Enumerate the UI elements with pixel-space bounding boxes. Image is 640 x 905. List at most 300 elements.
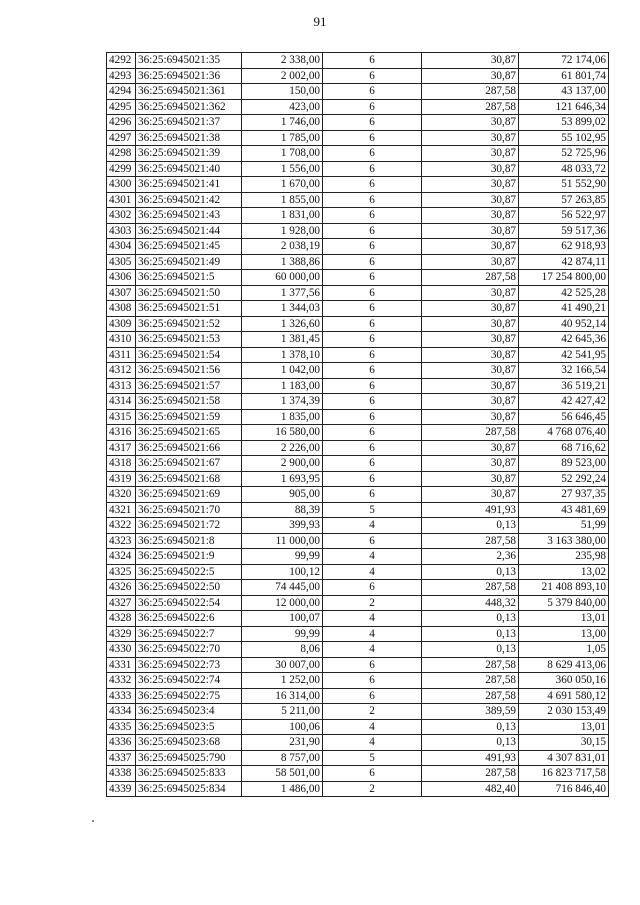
category-cell: 6 (323, 347, 422, 363)
table-row (107, 332, 609, 348)
row-number: 4302 (107, 208, 136, 224)
table-row (107, 425, 609, 441)
rate-cell: 30,87 (422, 471, 519, 487)
value-cell: 360 050,16 (519, 673, 609, 689)
row-number: 4316 (107, 425, 136, 441)
row-number: 4322 (107, 518, 136, 534)
table-row (107, 409, 609, 425)
row-number: 4299 (107, 161, 136, 177)
cadastral-number: 36:25:6945021:45 (136, 239, 242, 255)
cadastral-number: 36:25:6945021:42 (136, 192, 242, 208)
area-cell: 231,90 (242, 735, 323, 751)
category-cell: 2 (323, 781, 422, 797)
area-cell: 100,12 (242, 564, 323, 580)
value-cell: 2 030 153,49 (519, 704, 609, 720)
category-cell: 6 (323, 301, 422, 317)
rate-cell: 30,87 (422, 53, 519, 69)
row-number: 4334 (107, 704, 136, 720)
rate-cell: 287,58 (422, 425, 519, 441)
row-number: 4332 (107, 673, 136, 689)
value-cell: 32 166,54 (519, 363, 609, 379)
cadastral-number: 36:25:6945022:74 (136, 673, 242, 689)
cadastral-number: 36:25:6945021:58 (136, 394, 242, 410)
table-row (107, 518, 609, 534)
table-row (107, 115, 609, 131)
cadastral-number: 36:25:6945021:68 (136, 471, 242, 487)
category-cell: 4 (323, 518, 422, 534)
row-number: 4296 (107, 115, 136, 131)
table-row (107, 580, 609, 596)
cadastral-number: 36:25:6945022:54 (136, 595, 242, 611)
category-cell: 6 (323, 363, 422, 379)
cadastral-number: 36:25:6945021:53 (136, 332, 242, 348)
rate-cell: 30,87 (422, 208, 519, 224)
area-cell: 8,06 (242, 642, 323, 658)
table-row (107, 84, 609, 100)
cadastral-number: 36:25:6945021:38 (136, 130, 242, 146)
category-cell: 6 (323, 425, 422, 441)
area-cell: 58 501,00 (242, 766, 323, 782)
cadastral-number: 36:25:6945021:49 (136, 254, 242, 270)
table-row (107, 456, 609, 472)
area-cell: 5 211,00 (242, 704, 323, 720)
table-row (107, 223, 609, 239)
category-cell: 4 (323, 735, 422, 751)
rate-cell: 0,13 (422, 626, 519, 642)
cadastral-number: 36:25:6945021:43 (136, 208, 242, 224)
value-cell: 43 137,00 (519, 84, 609, 100)
rate-cell: 287,58 (422, 270, 519, 286)
category-cell: 6 (323, 84, 422, 100)
area-cell: 11 000,00 (242, 533, 323, 549)
rate-cell: 0,13 (422, 719, 519, 735)
category-cell: 6 (323, 688, 422, 704)
row-number: 4339 (107, 781, 136, 797)
table-row (107, 626, 609, 642)
category-cell: 6 (323, 130, 422, 146)
table-row (107, 301, 609, 317)
row-number: 4323 (107, 533, 136, 549)
row-number: 4330 (107, 642, 136, 658)
rate-cell: 287,58 (422, 533, 519, 549)
area-cell: 100,06 (242, 719, 323, 735)
category-cell: 6 (323, 53, 422, 69)
scan-dot (92, 820, 94, 822)
rate-cell: 448,32 (422, 595, 519, 611)
value-cell: 89 523,00 (519, 456, 609, 472)
table-row (107, 208, 609, 224)
row-number: 4326 (107, 580, 136, 596)
row-number: 4311 (107, 347, 136, 363)
value-cell: 13,01 (519, 719, 609, 735)
category-cell: 5 (323, 502, 422, 518)
area-cell: 399,93 (242, 518, 323, 534)
table-row (107, 642, 609, 658)
table-row (107, 657, 609, 673)
value-cell: 13,00 (519, 626, 609, 642)
cadastral-number: 36:25:6945021:361 (136, 84, 242, 100)
value-cell: 4 691 580,12 (519, 688, 609, 704)
cadastral-number: 36:25:6945021:65 (136, 425, 242, 441)
area-cell: 74 445,00 (242, 580, 323, 596)
area-cell: 99,99 (242, 626, 323, 642)
category-cell: 6 (323, 239, 422, 255)
rate-cell: 30,87 (422, 146, 519, 162)
table-row (107, 378, 609, 394)
value-cell: 42 541,95 (519, 347, 609, 363)
category-cell: 4 (323, 549, 422, 565)
area-cell: 1 377,56 (242, 285, 323, 301)
row-number: 4306 (107, 270, 136, 286)
rate-cell: 30,87 (422, 192, 519, 208)
table-row (107, 533, 609, 549)
cadastral-number: 36:25:6945021:40 (136, 161, 242, 177)
area-cell: 1 785,00 (242, 130, 323, 146)
row-number: 4327 (107, 595, 136, 611)
table-body (107, 53, 609, 797)
value-cell: 40 952,14 (519, 316, 609, 332)
cadastral-number: 36:25:6945022:50 (136, 580, 242, 596)
cadastral-number: 36:25:6945021:67 (136, 456, 242, 472)
table-row (107, 161, 609, 177)
value-cell: 59 517,36 (519, 223, 609, 239)
row-number: 4301 (107, 192, 136, 208)
table-row (107, 440, 609, 456)
area-cell: 2 338,00 (242, 53, 323, 69)
category-cell: 6 (323, 192, 422, 208)
table-row (107, 471, 609, 487)
area-cell: 1 831,00 (242, 208, 323, 224)
rate-cell: 0,13 (422, 642, 519, 658)
table-row (107, 363, 609, 379)
cadastral-number: 36:25:6945022:5 (136, 564, 242, 580)
category-cell: 4 (323, 611, 422, 627)
cadastral-number: 36:25:6945025:790 (136, 750, 242, 766)
table-row (107, 719, 609, 735)
cadastral-number: 36:25:6945021:69 (136, 487, 242, 503)
row-number: 4328 (107, 611, 136, 627)
area-cell: 1 708,00 (242, 146, 323, 162)
category-cell: 5 (323, 750, 422, 766)
rate-cell: 30,87 (422, 440, 519, 456)
value-cell: 51 552,90 (519, 177, 609, 193)
area-cell: 1 556,00 (242, 161, 323, 177)
row-number: 4307 (107, 285, 136, 301)
category-cell: 6 (323, 146, 422, 162)
category-cell: 6 (323, 285, 422, 301)
row-number: 4336 (107, 735, 136, 751)
category-cell: 6 (323, 68, 422, 84)
row-number: 4305 (107, 254, 136, 270)
area-cell: 1 183,00 (242, 378, 323, 394)
table-row (107, 177, 609, 193)
value-cell: 68 716,62 (519, 440, 609, 456)
rate-cell: 491,93 (422, 750, 519, 766)
value-cell: 42 525,28 (519, 285, 609, 301)
table-row (107, 394, 609, 410)
rate-cell: 287,58 (422, 688, 519, 704)
rate-cell: 30,87 (422, 254, 519, 270)
rate-cell: 30,87 (422, 130, 519, 146)
area-cell: 2 226,00 (242, 440, 323, 456)
land-plot-table (106, 52, 609, 797)
value-cell: 716 846,40 (519, 781, 609, 797)
category-cell: 6 (323, 471, 422, 487)
category-cell: 6 (323, 409, 422, 425)
row-number: 4292 (107, 53, 136, 69)
cadastral-number: 36:25:6945021:56 (136, 363, 242, 379)
table-row (107, 673, 609, 689)
area-cell: 1 835,00 (242, 409, 323, 425)
area-cell: 1 378,10 (242, 347, 323, 363)
category-cell: 4 (323, 564, 422, 580)
row-number: 4318 (107, 456, 136, 472)
area-cell: 12 000,00 (242, 595, 323, 611)
cadastral-number: 36:25:6945021:9 (136, 549, 242, 565)
row-number: 4324 (107, 549, 136, 565)
cadastral-number: 36:25:6945021:41 (136, 177, 242, 193)
value-cell: 42 645,36 (519, 332, 609, 348)
category-cell: 6 (323, 270, 422, 286)
value-cell: 48 033,72 (519, 161, 609, 177)
row-number: 4300 (107, 177, 136, 193)
rate-cell: 482,40 (422, 781, 519, 797)
value-cell: 41 490,21 (519, 301, 609, 317)
value-cell: 17 254 800,00 (519, 270, 609, 286)
area-cell: 1 252,00 (242, 673, 323, 689)
cadastral-number: 36:25:6945021:52 (136, 316, 242, 332)
rate-cell: 30,87 (422, 301, 519, 317)
cadastral-number: 36:25:6945023:4 (136, 704, 242, 720)
area-cell: 2 038,19 (242, 239, 323, 255)
category-cell: 6 (323, 394, 422, 410)
row-number: 4313 (107, 378, 136, 394)
table-row (107, 192, 609, 208)
rate-cell: 30,87 (422, 239, 519, 255)
cadastral-number: 36:25:6945021:44 (136, 223, 242, 239)
rate-cell: 0,13 (422, 564, 519, 580)
category-cell: 6 (323, 223, 422, 239)
table-row (107, 130, 609, 146)
cadastral-number: 36:25:6945022:7 (136, 626, 242, 642)
area-cell: 1 486,00 (242, 781, 323, 797)
rate-cell: 287,58 (422, 580, 519, 596)
row-number: 4312 (107, 363, 136, 379)
row-number: 4304 (107, 239, 136, 255)
value-cell: 53 899,02 (519, 115, 609, 131)
cadastral-number: 36:25:6945021:54 (136, 347, 242, 363)
area-cell: 1 344,03 (242, 301, 323, 317)
value-cell: 61 801,74 (519, 68, 609, 84)
category-cell: 6 (323, 99, 422, 115)
rate-cell: 491,93 (422, 502, 519, 518)
value-cell: 1,05 (519, 642, 609, 658)
area-cell: 1 746,00 (242, 115, 323, 131)
area-cell: 99,99 (242, 549, 323, 565)
area-cell: 1 928,00 (242, 223, 323, 239)
table-row (107, 704, 609, 720)
rate-cell: 30,87 (422, 115, 519, 131)
row-number: 4314 (107, 394, 136, 410)
value-cell: 51,99 (519, 518, 609, 534)
category-cell: 6 (323, 161, 422, 177)
area-cell: 2 900,00 (242, 456, 323, 472)
row-number: 4297 (107, 130, 136, 146)
cadastral-number: 36:25:6945021:8 (136, 533, 242, 549)
row-number: 4331 (107, 657, 136, 673)
table-row (107, 549, 609, 565)
category-cell: 4 (323, 642, 422, 658)
cadastral-number: 36:25:6945021:72 (136, 518, 242, 534)
rate-cell: 0,13 (422, 518, 519, 534)
table-row (107, 347, 609, 363)
category-cell: 6 (323, 533, 422, 549)
table-row (107, 502, 609, 518)
row-number: 4319 (107, 471, 136, 487)
value-cell: 13,02 (519, 564, 609, 580)
rate-cell: 287,58 (422, 657, 519, 673)
cadastral-number: 36:25:6945021:50 (136, 285, 242, 301)
value-cell: 121 646,34 (519, 99, 609, 115)
table-row (107, 316, 609, 332)
cadastral-number: 36:25:6945023:5 (136, 719, 242, 735)
cadastral-number: 36:25:6945021:35 (136, 53, 242, 69)
category-cell: 6 (323, 177, 422, 193)
area-cell: 16 580,00 (242, 425, 323, 441)
table-row (107, 611, 609, 627)
rate-cell: 30,87 (422, 68, 519, 84)
table-row (107, 270, 609, 286)
row-number: 4310 (107, 332, 136, 348)
value-cell: 62 918,93 (519, 239, 609, 255)
area-cell: 1 374,39 (242, 394, 323, 410)
area-cell: 16 314,00 (242, 688, 323, 704)
area-cell: 1 381,45 (242, 332, 323, 348)
row-number: 4317 (107, 440, 136, 456)
table-row (107, 239, 609, 255)
cadastral-number: 36:25:6945025:833 (136, 766, 242, 782)
row-number: 4325 (107, 564, 136, 580)
row-number: 4294 (107, 84, 136, 100)
rate-cell: 287,58 (422, 84, 519, 100)
page-number: 91 (313, 14, 327, 29)
table-row (107, 564, 609, 580)
cadastral-number: 36:25:6945021:5 (136, 270, 242, 286)
value-cell: 52 725,96 (519, 146, 609, 162)
area-cell: 423,00 (242, 99, 323, 115)
category-cell: 6 (323, 456, 422, 472)
cadastral-number: 36:25:6945022:75 (136, 688, 242, 704)
row-number: 4295 (107, 99, 136, 115)
category-cell: 6 (323, 332, 422, 348)
category-cell: 6 (323, 487, 422, 503)
value-cell: 42 874,11 (519, 254, 609, 270)
table-row (107, 595, 609, 611)
area-cell: 1 042,00 (242, 363, 323, 379)
row-number: 4335 (107, 719, 136, 735)
value-cell: 21 408 893,10 (519, 580, 609, 596)
row-number: 4329 (107, 626, 136, 642)
cadastral-number: 36:25:6945021:39 (136, 146, 242, 162)
value-cell: 27 937,35 (519, 487, 609, 503)
table-row (107, 781, 609, 797)
row-number: 4338 (107, 766, 136, 782)
row-number: 4293 (107, 68, 136, 84)
row-number: 4309 (107, 316, 136, 332)
rate-cell: 0,13 (422, 611, 519, 627)
value-cell: 57 263,85 (519, 192, 609, 208)
area-cell: 1 326,60 (242, 316, 323, 332)
category-cell: 6 (323, 378, 422, 394)
value-cell: 55 102,95 (519, 130, 609, 146)
category-cell: 6 (323, 766, 422, 782)
row-number: 4308 (107, 301, 136, 317)
value-cell: 16 823 717,58 (519, 766, 609, 782)
table-row (107, 53, 609, 69)
row-number: 4298 (107, 146, 136, 162)
value-cell: 36 519,21 (519, 378, 609, 394)
category-cell: 6 (323, 440, 422, 456)
rate-cell: 389,59 (422, 704, 519, 720)
rate-cell: 30,87 (422, 161, 519, 177)
table-row (107, 285, 609, 301)
rate-cell: 2,36 (422, 549, 519, 565)
rate-cell: 30,87 (422, 456, 519, 472)
table-row (107, 99, 609, 115)
row-number: 4321 (107, 502, 136, 518)
area-cell: 1 855,00 (242, 192, 323, 208)
table-row (107, 146, 609, 162)
category-cell: 4 (323, 719, 422, 735)
value-cell: 3 163 380,00 (519, 533, 609, 549)
value-cell: 56 522,97 (519, 208, 609, 224)
cadastral-number: 36:25:6945021:59 (136, 409, 242, 425)
rate-cell: 287,58 (422, 673, 519, 689)
category-cell: 6 (323, 580, 422, 596)
value-cell: 4 307 831,01 (519, 750, 609, 766)
rate-cell: 287,58 (422, 766, 519, 782)
rate-cell: 287,58 (422, 99, 519, 115)
row-number: 4303 (107, 223, 136, 239)
value-cell: 43 481,69 (519, 502, 609, 518)
category-cell: 2 (323, 595, 422, 611)
table-row (107, 254, 609, 270)
table-row (107, 766, 609, 782)
cadastral-number: 36:25:6945022:6 (136, 611, 242, 627)
table-row (107, 750, 609, 766)
row-number: 4320 (107, 487, 136, 503)
row-number: 4337 (107, 750, 136, 766)
rate-cell: 30,87 (422, 378, 519, 394)
category-cell: 6 (323, 115, 422, 131)
category-cell: 4 (323, 626, 422, 642)
value-cell: 13,01 (519, 611, 609, 627)
cadastral-number: 36:25:6945022:70 (136, 642, 242, 658)
cadastral-number: 36:25:6945021:37 (136, 115, 242, 131)
category-cell: 6 (323, 316, 422, 332)
cadastral-number: 36:25:6945025:834 (136, 781, 242, 797)
rate-cell: 30,87 (422, 487, 519, 503)
table-row (107, 487, 609, 503)
rate-cell: 30,87 (422, 332, 519, 348)
area-cell: 88,39 (242, 502, 323, 518)
cadastral-number: 36:25:6945021:70 (136, 502, 242, 518)
cadastral-number: 36:25:6945023:68 (136, 735, 242, 751)
cadastral-number: 36:25:6945021:362 (136, 99, 242, 115)
area-cell: 1 670,00 (242, 177, 323, 193)
value-cell: 8 629 413,06 (519, 657, 609, 673)
area-cell: 905,00 (242, 487, 323, 503)
